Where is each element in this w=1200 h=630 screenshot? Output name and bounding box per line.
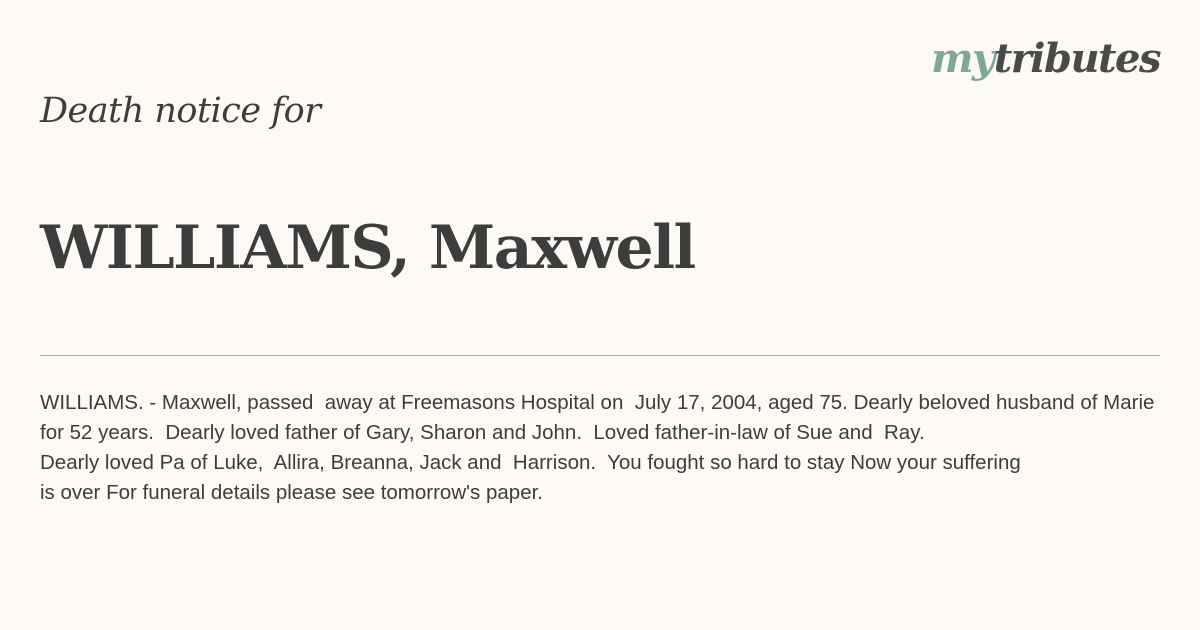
notice-body-text: WILLIAMS. - Maxwell, passed away at Freemasons Hospital on July 17, 2004, aged 75. Dearly beloved husband of Marie for 52 years. Dearly loved father of Gary, Sharon and John. Loved father-in-law of Sue and Ray. Dearly loved Pa of Luke, Allira, Breanna, Jack and Harrison. You fought so hard to stay Now your suffering is over For funeral details please see tomorrow's paper. bbox=[40, 391, 1155, 504]
logo-tributes-text: tributes bbox=[993, 35, 1160, 82]
section-divider bbox=[40, 355, 1160, 356]
mytributes-logo[interactable] bbox=[931, 34, 1160, 84]
death-notice-heading: Death notice for bbox=[40, 91, 321, 131]
logo-my-text: my bbox=[931, 35, 994, 82]
deceased-name: WILLIAMS, Maxwell bbox=[40, 213, 695, 283]
